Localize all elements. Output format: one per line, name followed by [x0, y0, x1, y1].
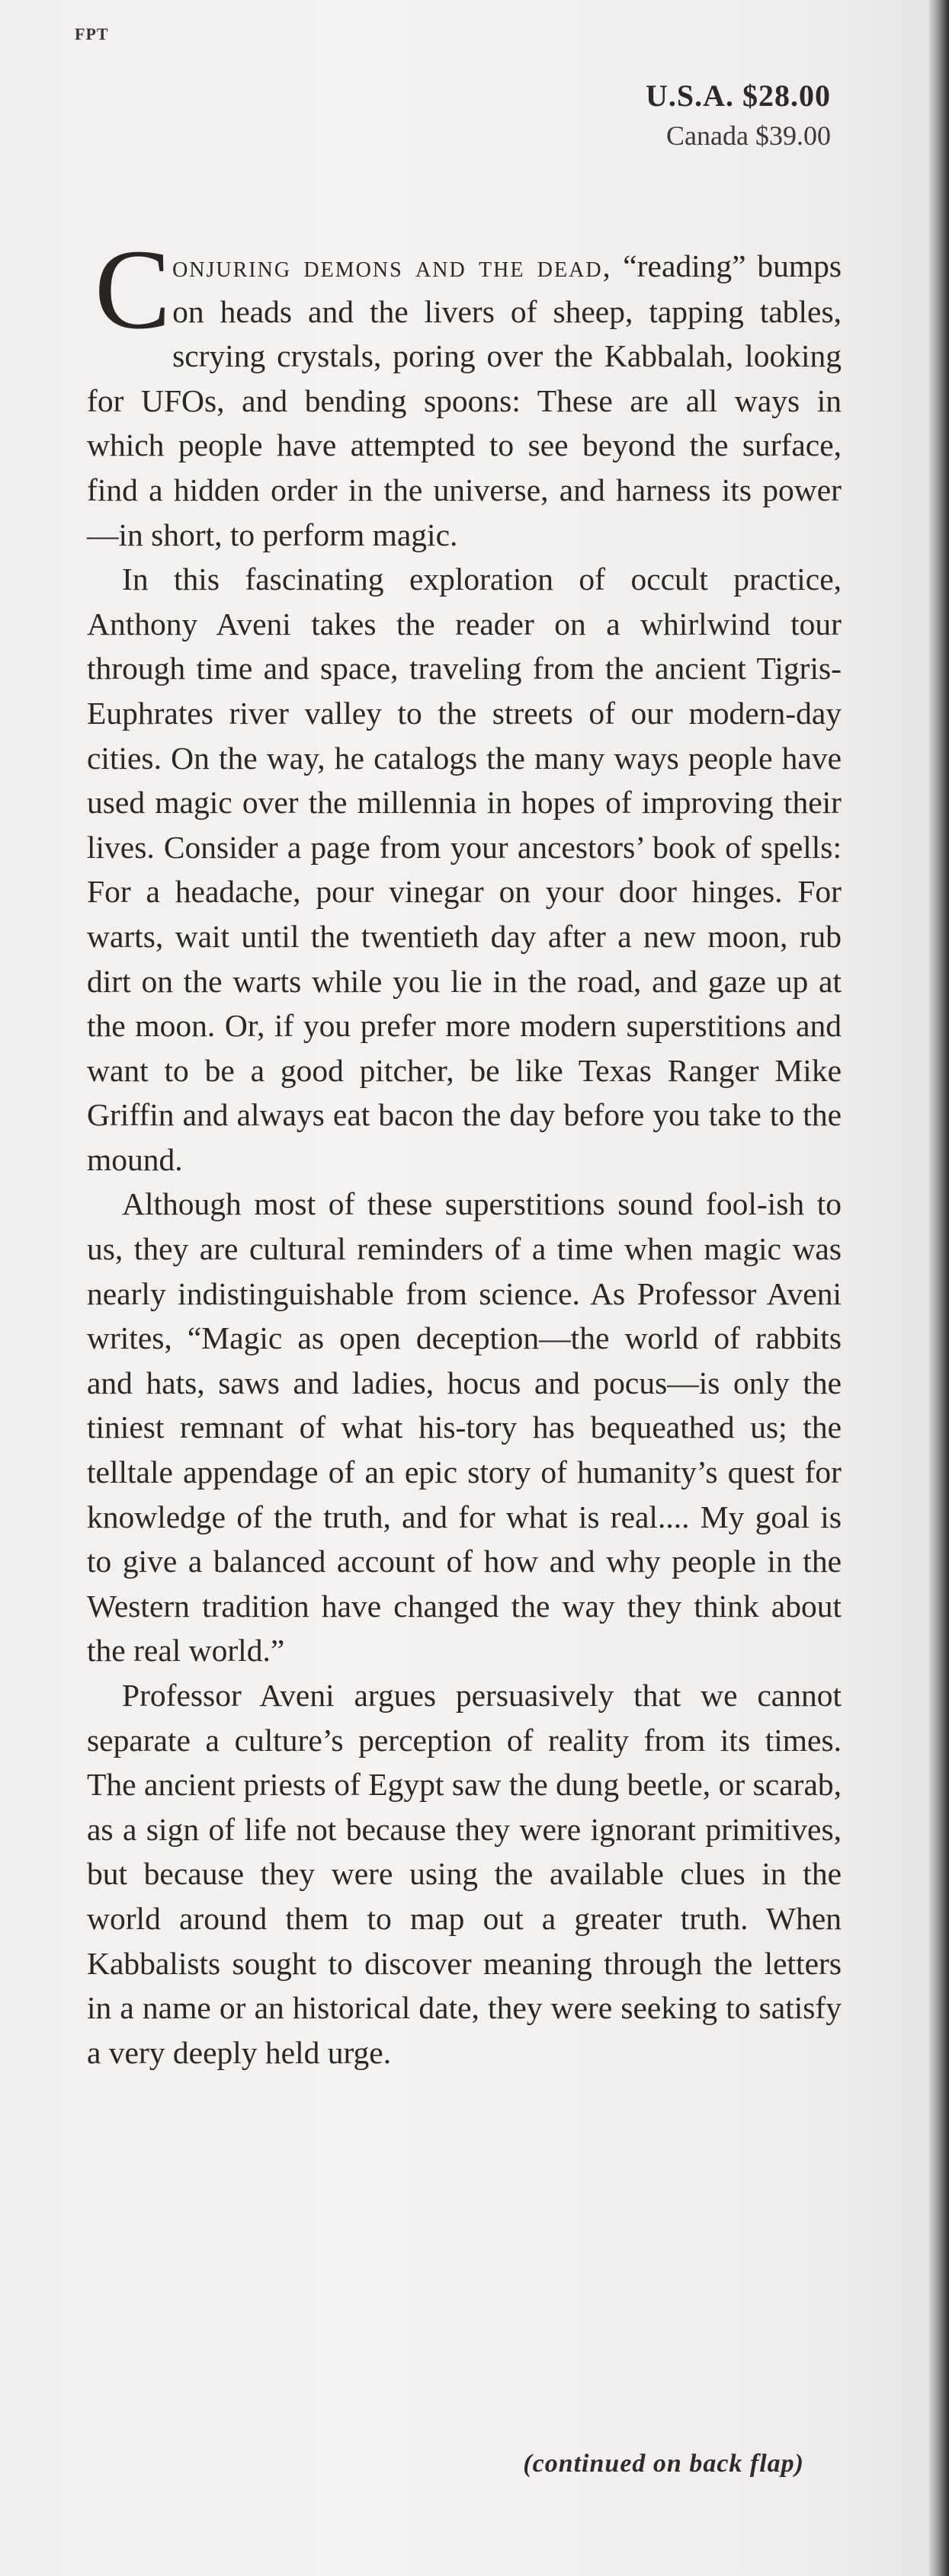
- paragraph-2: In this fascinating exploration of occult practice, Anthony Aveni takes the reader on a whirlwind tour through time and space, traveling from the ancient Tigris-Euphrates river valley to the streets of our modern-day cities. On the way, he catalogs the many ways people have used magic over the millennia in hopes of improving their lives. Consider a page from your ancestors’ book of spells: For a headache, pour vinegar on your door hinges. For warts, wait until the twentieth day after a new moon, rub dirt on the warts while you lie in the road, and gaze up at the moon. Or, if you prefer more modern superstitions and want to be a good pitcher, be like Texas Ranger Mike Griffin and always eat bacon the day before you take to the mound.: [87, 562, 842, 1177]
- publisher-code: FPT: [75, 24, 109, 43]
- paragraph-3: Although most of these superstitions sound fool-ish to us, they are cultural reminders of a time when magic was nearly indistinguishable from science. As Professor Aveni writes, “Magic as open deception—the world of rabbits and hats, saws and ladies, hocus and pocus—is only the tiniest remnant of what his-tory has bequeathed us; the telltale appendage of an epic story of humanity’s quest for knowledge of the truth, and for what is real.... My goal is to give a balanced account of how and why people in the Western tradition have changed the way they think about the real world.”: [87, 1186, 842, 1669]
- lead-in: onjuring demons and the dead,: [172, 249, 612, 283]
- price-block: [646, 76, 831, 155]
- paragraph-1: [87, 226, 842, 557]
- price-usa: U.S.A. $28.00: [645, 78, 831, 113]
- price-canada: Canada $39.00: [666, 120, 831, 151]
- paragraph-1-text: “reading” bumps on heads and the livers of sheep, tapping tables, scrying crystals, poring over the Kabbalah, looking for UFOs, and bending spoons: These are all ways in which people have attempted to see beyond the surface, find a hidden order in the universe, and harness its power—in short, to perform magic.: [87, 248, 842, 552]
- continued-note: (continued on back flap): [523, 2450, 804, 2478]
- drop-cap: C: [95, 226, 172, 353]
- flap-copy: [87, 226, 842, 2075]
- paragraph-4: Professor Aveni argues persuasively that we cannot separate a culture’s perception of reality from its times. The ancient priests of Egypt saw the dung beetle, or scarab, as a sign of life not because they were ignorant primitives, but because they were using the available clues in the world around them to map out a greater truth. When Kabbalists sought to discover meaning through the letters in a name or an historical date, they were seeking to satisfy a very deeply held urge.: [87, 1678, 842, 2070]
- page-edge-shadow: [929, 0, 949, 2576]
